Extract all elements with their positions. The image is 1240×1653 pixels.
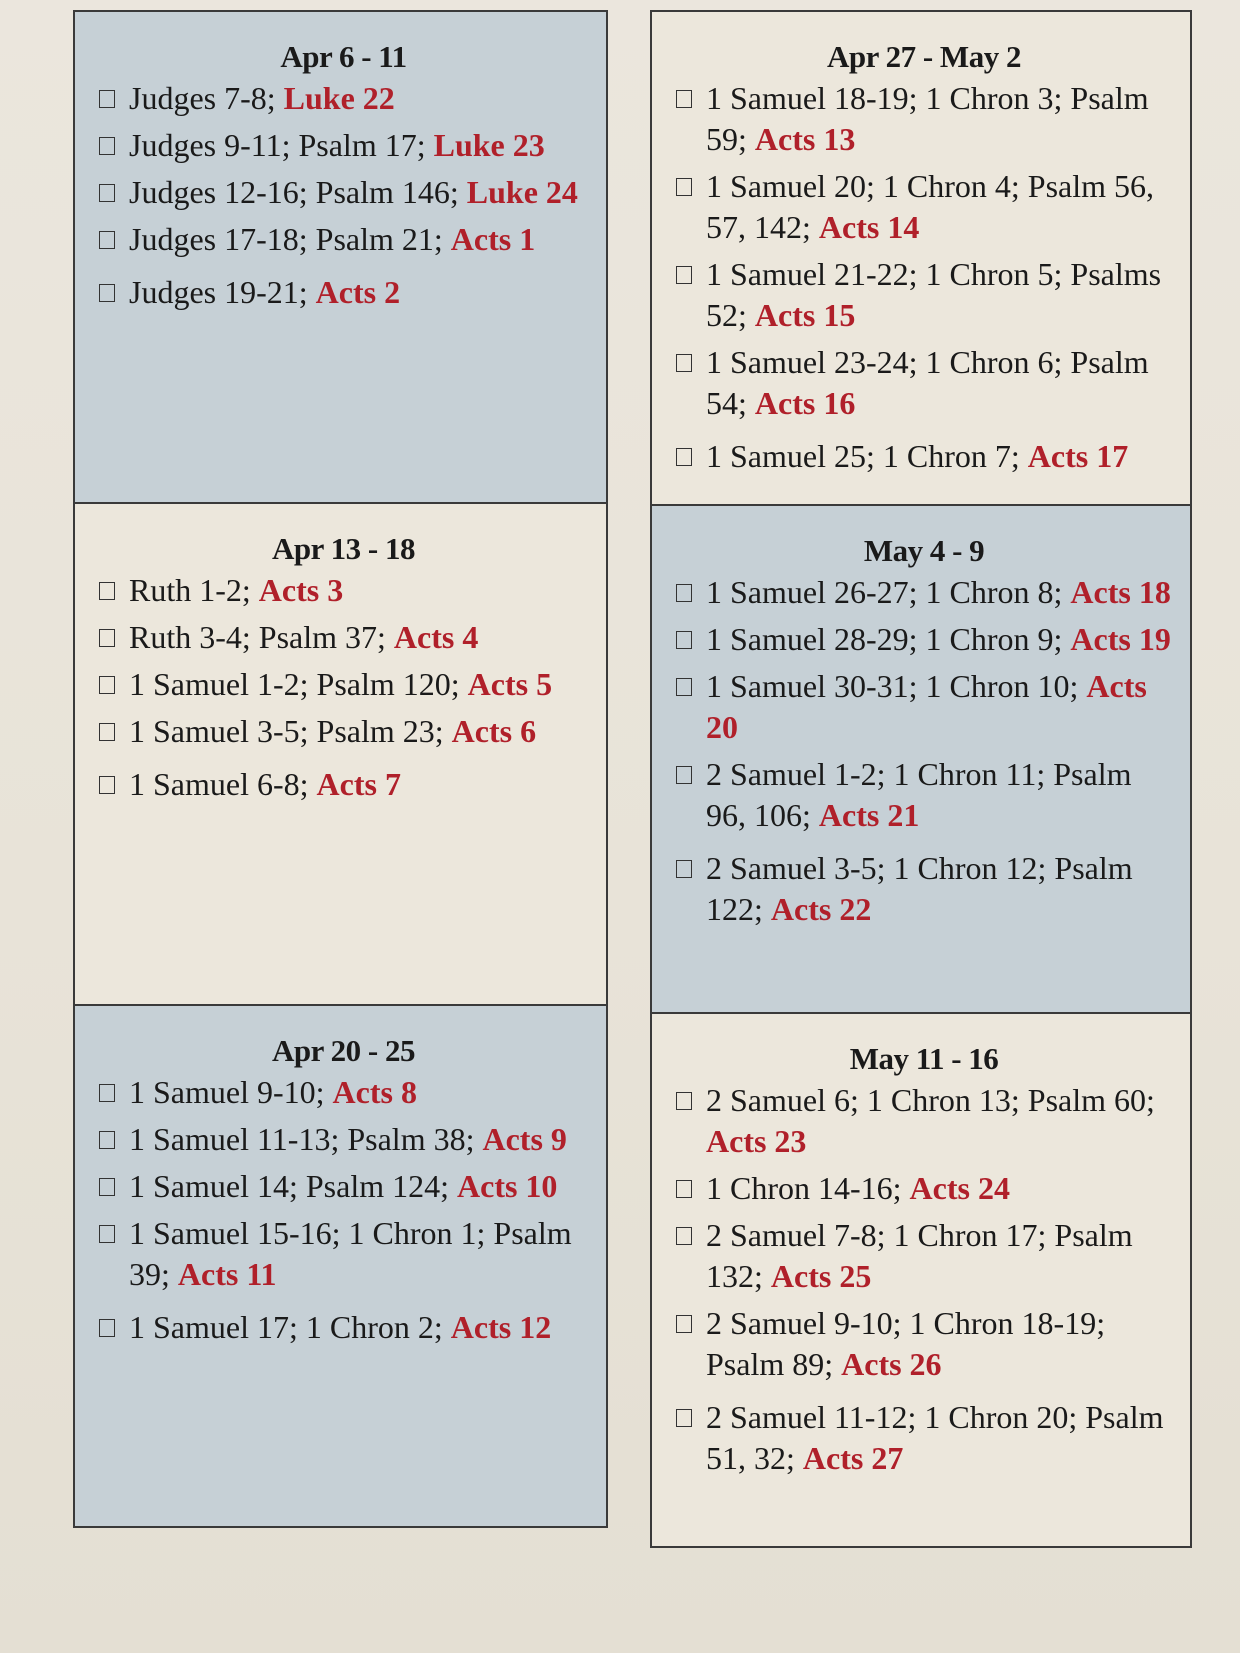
week-title: Apr 13 - 18 <box>272 531 415 566</box>
new-testament-reading: Acts 5 <box>467 666 553 703</box>
reading-checkbox[interactable] <box>99 231 115 249</box>
new-testament-reading: Acts 22 <box>770 891 872 928</box>
reading-text <box>706 254 1176 336</box>
new-testament-reading: Acts 8 <box>332 1074 417 1111</box>
reading-checkbox[interactable] <box>99 1319 115 1337</box>
reading-text <box>706 1303 1176 1385</box>
reading-item[interactable] <box>672 1303 1176 1385</box>
reading-text <box>706 1168 1176 1209</box>
reading-item[interactable] <box>95 764 592 805</box>
new-testament-reading: Acts 1 <box>450 221 536 258</box>
reading-checkbox[interactable] <box>99 137 115 155</box>
reading-checkbox[interactable] <box>99 1084 115 1102</box>
reading-item[interactable] <box>95 125 592 166</box>
new-testament-reading: Acts 27 <box>802 1440 904 1477</box>
reading-item[interactable] <box>672 572 1176 613</box>
reading-checkbox[interactable] <box>676 266 692 284</box>
reading-item[interactable] <box>672 1168 1176 1209</box>
old-testament-reading: 2 Samuel 11-12; 1 Chron 20; Psalm 51, 32; <box>706 1399 1164 1477</box>
reading-checkbox[interactable] <box>99 284 115 302</box>
old-testament-reading: 1 Samuel 3-5; Psalm 23; <box>129 713 452 750</box>
reading-text <box>706 1397 1176 1479</box>
new-testament-reading: Acts 14 <box>818 209 920 246</box>
reading-text <box>706 754 1176 836</box>
reading-item[interactable] <box>672 78 1176 160</box>
new-testament-reading: Acts 18 <box>1070 574 1171 611</box>
new-testament-reading: Acts 20 <box>706 668 1147 746</box>
new-testament-reading: Luke 23 <box>433 127 545 164</box>
new-testament-reading: Acts 10 <box>457 1168 558 1205</box>
reading-checkbox[interactable] <box>676 354 692 372</box>
reading-item[interactable] <box>95 172 592 213</box>
old-testament-reading: 1 Samuel 17; 1 Chron 2; <box>129 1309 451 1346</box>
old-testament-reading: 1 Samuel 21-22; 1 Chron 5; Psalms 52; <box>706 256 1162 334</box>
reading-checkbox[interactable] <box>99 676 115 694</box>
old-testament-reading: 1 Samuel 20; 1 Chron 4; Psalm 56, 57, 142; <box>706 168 1154 246</box>
reading-item[interactable] <box>95 1166 592 1207</box>
new-testament-reading: Acts 6 <box>451 713 537 750</box>
reading-item[interactable] <box>95 78 592 119</box>
reading-text <box>706 666 1176 748</box>
reading-checkbox[interactable] <box>99 90 115 108</box>
right-column <box>650 10 1192 1548</box>
new-testament-reading: Acts 23 <box>706 1123 807 1160</box>
old-testament-reading: Judges 7-8; <box>129 80 284 117</box>
reading-item[interactable] <box>672 1397 1176 1479</box>
old-testament-reading: 1 Chron 14-16; <box>706 1170 910 1207</box>
old-testament-reading: 1 Samuel 18-19; 1 Chron 3; Psalm 59; <box>706 80 1149 158</box>
old-testament-reading: 2 Samuel 7-8; 1 Chron 17; Psalm 132; <box>706 1217 1133 1295</box>
new-testament-reading: Acts 21 <box>818 797 920 834</box>
reading-item[interactable] <box>672 166 1176 248</box>
week-cell-may-4-9 <box>652 506 1190 1014</box>
reading-item[interactable] <box>672 666 1176 748</box>
reading-item[interactable] <box>95 570 592 611</box>
old-testament-reading: Judges 12-16; Psalm 146; <box>129 174 467 211</box>
reading-item[interactable] <box>95 1119 592 1160</box>
week-cell-apr-27-may-2 <box>652 12 1190 506</box>
week-cell-apr-13-18 <box>75 504 606 1006</box>
old-testament-reading: Ruth 1-2; <box>129 572 259 609</box>
reading-checkbox[interactable] <box>676 584 692 602</box>
new-testament-reading: Acts 9 <box>482 1121 567 1158</box>
old-testament-reading: 1 Samuel 25; 1 Chron 7; <box>706 438 1028 475</box>
reading-text <box>129 1072 592 1113</box>
new-testament-reading: Acts 17 <box>1027 438 1129 475</box>
old-testament-reading: 1 Samuel 28-29; 1 Chron 9; <box>706 621 1071 658</box>
old-testament-reading: 1 Samuel 11-13; Psalm 38; <box>129 1121 483 1158</box>
reading-checkbox[interactable] <box>99 1131 115 1149</box>
reading-text <box>129 1119 592 1160</box>
reading-checkbox[interactable] <box>99 629 115 647</box>
new-testament-reading: Acts 26 <box>841 1346 942 1383</box>
new-testament-reading: Acts 15 <box>754 297 856 334</box>
old-testament-reading: 2 Samuel 1-2; 1 Chron 11; Psalm 96, 106; <box>706 756 1132 834</box>
old-testament-reading: 2 Samuel 3-5; 1 Chron 12; Psalm 122; <box>706 850 1133 928</box>
reading-text <box>129 1166 592 1207</box>
reading-checkbox[interactable] <box>676 1227 692 1245</box>
reading-text <box>706 572 1176 613</box>
reading-text <box>706 342 1176 424</box>
reading-text <box>706 78 1176 160</box>
reading-text <box>129 1213 592 1295</box>
new-testament-reading: Acts 16 <box>754 385 856 422</box>
reading-text <box>706 619 1176 660</box>
new-testament-reading: Acts 19 <box>1070 621 1171 658</box>
reading-checkbox[interactable] <box>99 582 115 600</box>
reading-item[interactable] <box>672 436 1176 477</box>
reading-checkbox[interactable] <box>676 766 692 784</box>
reading-checkbox[interactable] <box>99 1178 115 1196</box>
reading-checkbox[interactable] <box>676 90 692 108</box>
reading-text <box>706 1080 1176 1162</box>
reading-item[interactable] <box>672 342 1176 424</box>
reading-item[interactable] <box>95 1307 592 1348</box>
old-testament-reading: Judges 19-21; <box>129 274 316 311</box>
week-cell-may-11-16 <box>652 1014 1190 1546</box>
reading-text <box>706 436 1176 477</box>
old-testament-reading: 1 Samuel 23-24; 1 Chron 6; Psalm 54; <box>706 344 1149 422</box>
reading-item[interactable] <box>95 711 592 752</box>
reading-item[interactable] <box>95 272 592 313</box>
old-testament-reading: 2 Samuel 9-10; 1 Chron 18-19; Psalm 89; <box>706 1305 1106 1383</box>
week-title: Apr 6 - 11 <box>280 39 407 74</box>
new-testament-reading: Acts 4 <box>393 619 479 656</box>
old-testament-reading: 1 Samuel 30-31; 1 Chron 10; <box>706 668 1087 705</box>
left-column <box>73 10 608 1528</box>
reading-checkbox[interactable] <box>676 1092 692 1110</box>
reading-item[interactable] <box>672 848 1176 930</box>
old-testament-reading: Judges 17-18; Psalm 21; <box>129 221 451 258</box>
reading-text <box>129 272 592 313</box>
reading-text <box>129 172 592 213</box>
reading-item[interactable] <box>672 619 1176 660</box>
old-testament-reading: 1 Samuel 14; Psalm 124; <box>129 1168 457 1205</box>
reading-checkbox[interactable] <box>676 448 692 466</box>
reading-checkbox[interactable] <box>99 776 115 794</box>
reading-item[interactable] <box>95 617 592 658</box>
week-title: May 11 - 16 <box>849 1041 999 1076</box>
reading-text <box>706 848 1176 930</box>
old-testament-reading: 1 Samuel 6-8; <box>129 766 317 803</box>
reading-checkbox[interactable] <box>676 860 692 878</box>
reading-checkbox[interactable] <box>99 723 115 741</box>
reading-item[interactable] <box>672 754 1176 836</box>
old-testament-reading: Judges 9-11; Psalm 17; <box>129 127 434 164</box>
new-testament-reading: Luke 22 <box>283 80 395 117</box>
reading-text <box>129 125 592 166</box>
reading-text <box>129 664 592 705</box>
reading-text <box>129 617 592 658</box>
reading-text <box>129 219 592 260</box>
reading-item[interactable] <box>672 1080 1176 1162</box>
reading-text <box>706 166 1176 248</box>
reading-checkbox[interactable] <box>676 178 692 196</box>
reading-checkbox[interactable] <box>676 678 692 696</box>
reading-text <box>129 764 592 805</box>
reading-checkbox[interactable] <box>676 1315 692 1333</box>
week-cell-apr-20-25 <box>75 1006 606 1526</box>
reading-item[interactable] <box>95 664 592 705</box>
reading-text <box>129 78 592 119</box>
reading-item[interactable] <box>95 1072 592 1113</box>
reading-text <box>706 1215 1176 1297</box>
week-cell-apr-6-11 <box>75 12 606 504</box>
reading-item[interactable] <box>95 1213 592 1295</box>
old-testament-reading: Ruth 3-4; Psalm 37; <box>129 619 394 656</box>
old-testament-reading: 1 Samuel 1-2; Psalm 120; <box>129 666 468 703</box>
old-testament-reading: 2 Samuel 6; 1 Chron 13; Psalm 60; <box>706 1082 1155 1119</box>
reading-checkbox[interactable] <box>676 1409 692 1427</box>
reading-text <box>129 570 592 611</box>
reading-checkbox[interactable] <box>676 631 692 649</box>
new-testament-reading: Acts 25 <box>770 1258 872 1295</box>
reading-text <box>129 711 592 752</box>
week-title: Apr 20 - 25 <box>272 1033 415 1068</box>
reading-checkbox[interactable] <box>99 184 115 202</box>
new-testament-reading: Acts 2 <box>315 274 401 311</box>
new-testament-reading: Acts 3 <box>258 572 344 609</box>
reading-checkbox[interactable] <box>676 1180 692 1198</box>
reading-item[interactable] <box>95 219 592 260</box>
old-testament-reading: 1 Samuel 9-10; <box>129 1074 333 1111</box>
new-testament-reading: Acts 12 <box>450 1309 552 1346</box>
reading-item[interactable] <box>672 254 1176 336</box>
new-testament-reading: Acts 13 <box>754 121 856 158</box>
week-title: Apr 27 - May 2 <box>827 39 1021 74</box>
reading-item[interactable] <box>672 1215 1176 1297</box>
reading-checkbox[interactable] <box>99 1225 115 1243</box>
reading-text <box>129 1307 592 1348</box>
new-testament-reading: Luke 24 <box>466 174 578 211</box>
week-title: May 4 - 9 <box>863 533 985 568</box>
old-testament-reading: 1 Samuel 26-27; 1 Chron 8; <box>706 574 1071 611</box>
new-testament-reading: Acts 24 <box>909 1170 1010 1207</box>
new-testament-reading: Acts 7 <box>316 766 401 803</box>
new-testament-reading: Acts 11 <box>177 1256 277 1293</box>
old-testament-reading: 1 Samuel 15-16; 1 Chron 1; Psalm 39; <box>129 1215 572 1293</box>
